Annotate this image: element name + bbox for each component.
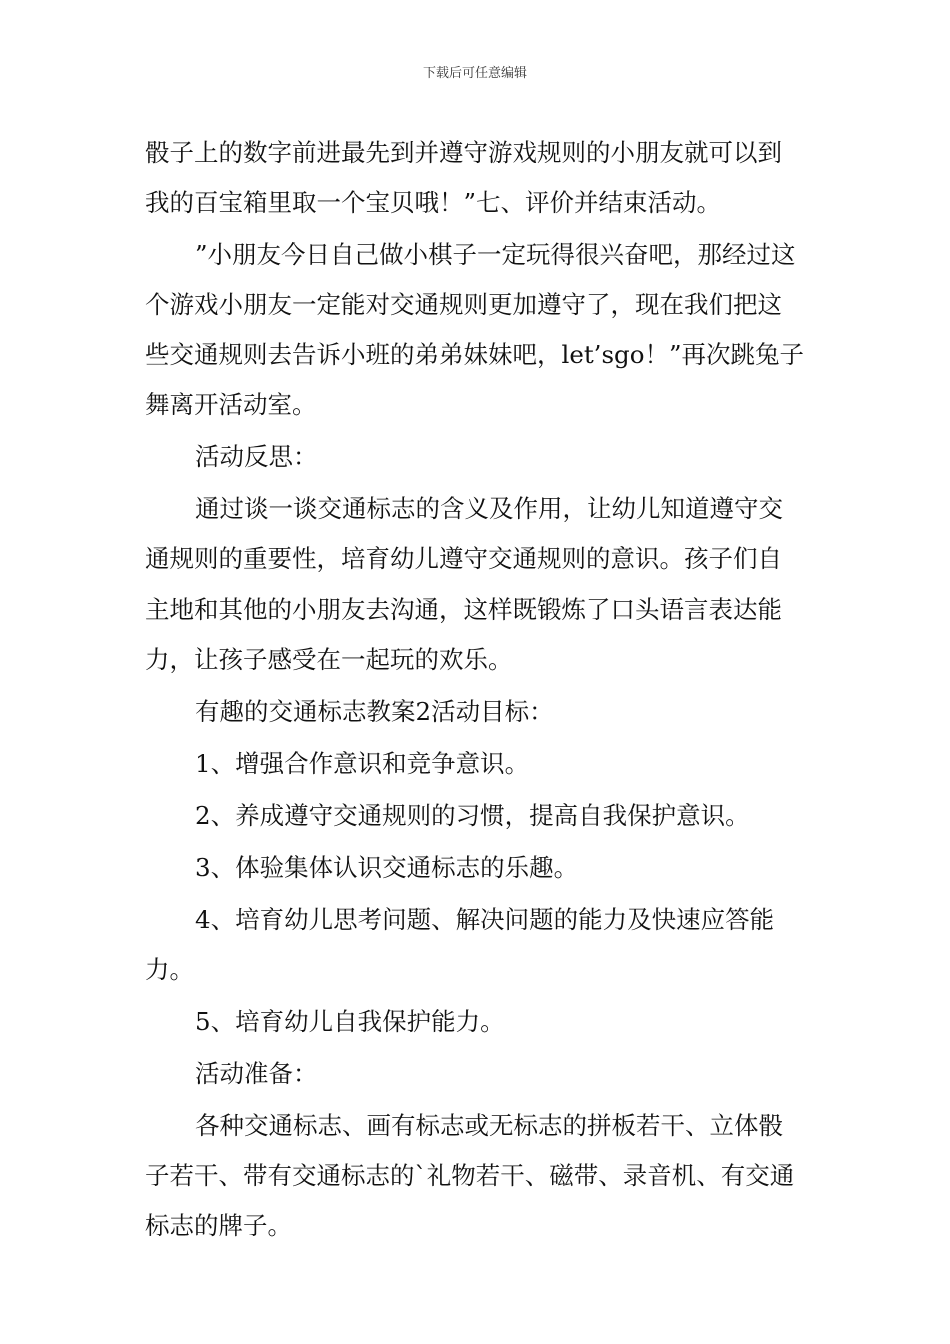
section-heading-reflection: 活动反思： [195,442,318,472]
section-heading-goals: 有趣的交通标志教案2活动目标： [195,696,554,726]
document-body [145,128,805,1253]
paragraph-closing-speech: ”小朋友今日自己做小棋子一定玩得很兴奋吧，那经过这个游戏小朋友一定能对交通规则更加遵守了，现在我们把这些交通规则去告诉小班的弟弟妹妹吧，let’sgo！”再次跳兔子舞离开活动室。 [145,240,804,420]
list-item-goal-5: 5、培育幼儿自我保护能力。 [195,1006,505,1036]
list-item-goal-4: 4、培育幼儿思考问题、解决问题的能力及快速应答能力。 [145,904,775,984]
section-heading-preparation: 活动准备： [195,1058,318,1088]
list-item-goal-2: 2、养成遵守交通规则的习惯，提高自我保护意识。 [195,800,750,830]
list-item-goal-1: 1、增强合作意识和竞争意识。 [195,748,530,778]
page-header: 下载后可任意编辑 [422,66,527,81]
paragraph-preparation: 各种交通标志、画有标志或无标志的拼板若干、立体骰子若干、带有交通标志的`礼物若干、磁带、录音机、有交通标志的牌子。 [145,1110,795,1240]
paragraph-continuation: 骰子上的数字前进最先到并遵守游戏规则的小朋友就可以到我的百宝箱里取一个宝贝哦！”七、评价并结束活动。 [145,138,782,218]
list-item-goal-3: 3、体验集体认识交通标志的乐趣。 [195,852,579,882]
paragraph-reflection: 通过谈一谈交通标志的含义及作用，让幼儿知道遵守交通规则的重要性，培育幼儿遵守交通规则的意识。孩子们自主地和其他的小朋友去沟通，这样既锻炼了口头语言表达能力，让孩子感受在一起玩的欢乐。 [145,494,783,674]
